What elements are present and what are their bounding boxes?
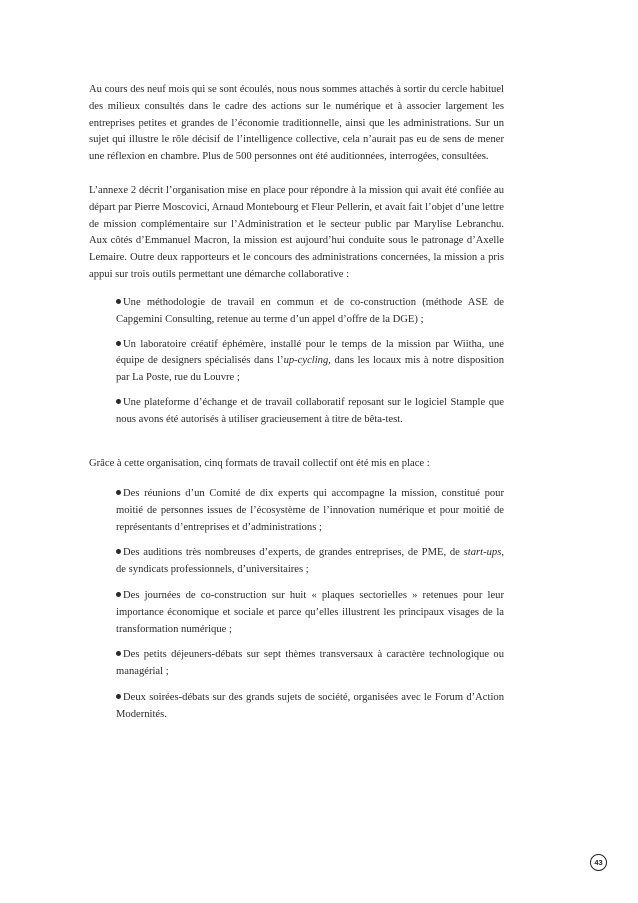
- bullet-icon: [116, 399, 121, 404]
- formats-list: [116, 486, 504, 724]
- list-item-emphasis: up-cycling,: [283, 355, 331, 367]
- list-item-text: , de syndicats professionnels, d’universitaires ;: [116, 547, 504, 576]
- bullet-icon: [116, 592, 121, 597]
- list-item: [116, 337, 504, 387]
- list-item-text: Des réunions d’un Comité de dix experts qui accompagne la mission, constitué pour moitié de personnes issues de l’écosystème de l’innovation numérique et pour moitié de représentants d’entreprises et d’administrations ;: [116, 488, 504, 533]
- list-item: [116, 295, 504, 329]
- page-number-badge: 43: [590, 854, 607, 871]
- list-item-text: Des auditions très nombreuses d’experts, de grandes entreprises, de PME, de: [123, 547, 464, 559]
- list-item-text: Un laboratoire créatif éphémère, installé pour le temps de la mission par Wiitha, une équipe de designers spécialisés dans l’: [116, 338, 504, 367]
- bullet-icon: [116, 694, 121, 699]
- bullet-icon: [116, 341, 121, 346]
- list-item-text: Des journées de co-construction sur huit « plaques sectorielles » retenues pour leur importance économique et sociale et parce qu’elles illustrent les principaux visages de la transformation numérique ;: [116, 589, 504, 635]
- list-item-text: Une méthodologie de travail en commun et de co-construction (méthode ASE de Capgemini Consulting, retenue au terme d’un appel d’offre de la DGE) ;: [116, 297, 504, 325]
- list-item: [116, 690, 504, 724]
- bullet-icon: [116, 490, 121, 495]
- list-item: [116, 545, 504, 579]
- list-item: [116, 486, 504, 536]
- list-item: [116, 395, 504, 429]
- intro-paragraph: Au cours des neuf mois qui se sont écoulés, nous nous sommes attachés à sortir du cercle habituel des milieux consultés dans le cadre des actions sur le numérique et à associer largement les entreprises petites et grandes de l’économie traditionnelle, ainsi que les administrations. Sur un sujet qui illustre le rôle décisif de l’intelligence collective, cela n’aurait pas eu de sens de mener une réflexion en chambre. Plus de 500 personnes ont été auditionnées, interrogées, consultées.: [89, 84, 504, 163]
- bullet-icon: [116, 651, 121, 656]
- formats-paragraph: Grâce à cette organisation, cinq formats de travail collectif ont été mis en place :: [89, 458, 430, 469]
- list-item: [116, 588, 504, 638]
- bullet-icon: [116, 299, 121, 304]
- list-item-text: Une plateforme d’échange et de travail collaboratif reposant sur le logiciel Stample que nous avons été autorisés à utiliser gracieusement à titre de bêta-test.: [116, 396, 504, 425]
- list-item: [116, 647, 504, 681]
- list-item-emphasis: start-ups: [463, 547, 502, 559]
- bullet-icon: [116, 549, 121, 554]
- list-item-text: Des petits déjeuners-débats sur sept thèmes transversaux à caractère technologique ou managérial ;: [116, 649, 504, 678]
- list-item-text: dans les locaux mis à notre disposition par La Poste, rue du Louvre ;: [116, 355, 504, 384]
- tools-list: [116, 295, 504, 429]
- annex-paragraph: L’annexe 2 décrit l’organisation mise en place pour répondre à la mission qui avait été confiée au départ par Pierre Moscovici, Arnaud Montebourg et Fleur Pellerin, et avait fait l’objet d’une lettre de mission complémentaire sur l’Administration et le secteur public par Marylise Lebranchu. Aux côtés d’Emmanuel Macron, la mission est aujourd’hui conduite sous le patronage d’Axelle Lemaire. Outre deux rapporteurs et le concours des administrations concernées, la mission a pris appui sur trois outils permettant une démarche collaborative :: [89, 185, 504, 280]
- list-item-text: Deux soirées-débats sur des grands sujets de société, organisées avec le Forum d’Action Modernités.: [116, 691, 504, 720]
